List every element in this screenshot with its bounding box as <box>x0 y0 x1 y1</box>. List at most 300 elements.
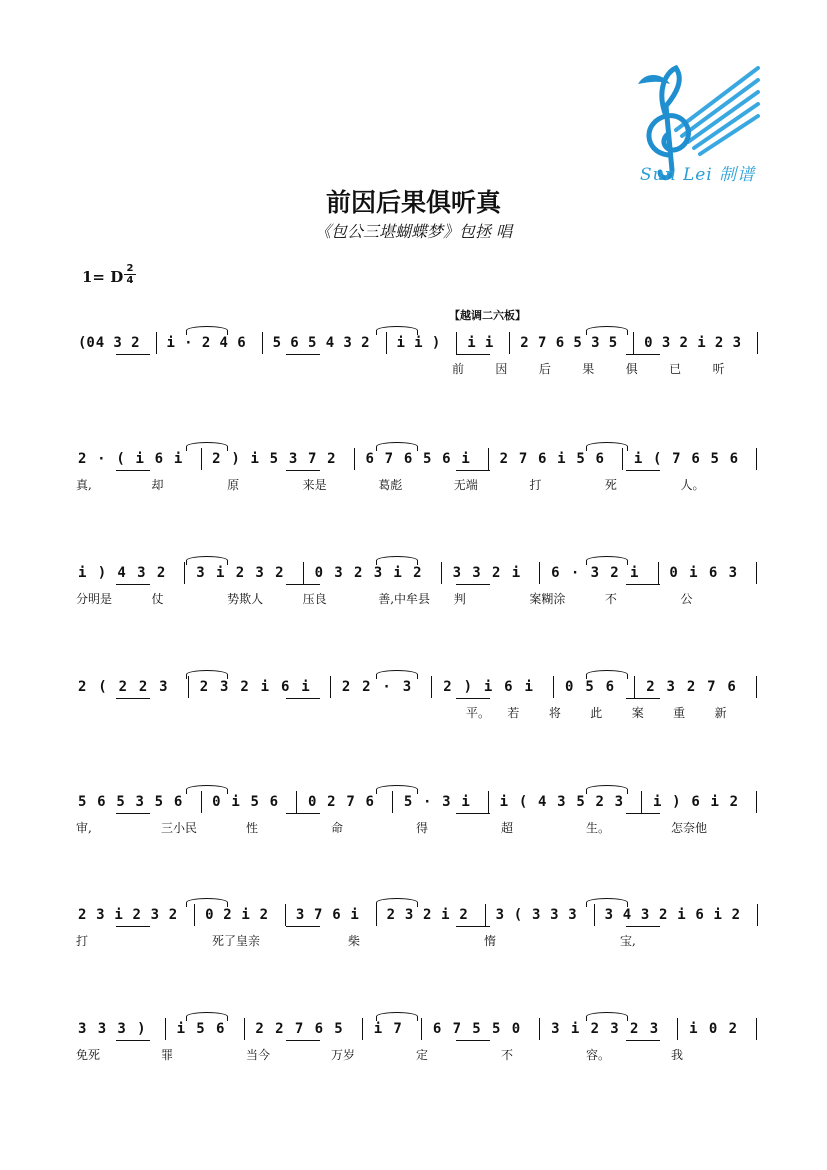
lyric-text: 压良 <box>302 592 327 606</box>
note-symbol: 6 <box>314 1021 323 1037</box>
lyric-text: 我 <box>671 1048 684 1062</box>
note-symbol: i <box>301 679 310 695</box>
bar-line <box>509 332 510 354</box>
note-symbol: i <box>689 565 698 581</box>
beam-underline <box>116 813 150 814</box>
slur-mark <box>376 442 418 451</box>
note-symbol: 2 <box>443 679 452 695</box>
note-symbol: 7 <box>538 335 547 351</box>
bar-line <box>386 332 387 354</box>
note-symbol: 3 <box>442 794 451 810</box>
beam-underline <box>456 926 490 927</box>
beam-underline <box>116 1040 150 1041</box>
note-symbol: i <box>710 794 719 810</box>
beam-underline <box>286 1040 320 1041</box>
note-symbol: 2 <box>275 565 284 581</box>
note-symbol: 3 <box>117 1021 126 1037</box>
note-symbol: i <box>135 451 144 467</box>
note-symbol: · <box>570 565 580 581</box>
note-symbol: 3 <box>402 679 412 695</box>
note-symbol: 6 <box>154 451 164 467</box>
note-symbol: 3 <box>614 794 624 810</box>
bar-line <box>553 676 554 698</box>
lyric-text: 葛彪 <box>378 478 403 492</box>
note-symbol: 6 <box>332 907 341 923</box>
time-bottom: 4 <box>126 275 134 286</box>
bar-line <box>184 562 185 584</box>
note-symbol: 5 <box>196 1021 205 1037</box>
bar-line <box>488 791 489 813</box>
note-symbol: i <box>78 565 87 581</box>
note-symbol: 5 <box>585 679 594 695</box>
note-symbol: i <box>260 679 270 695</box>
lyric-text: 免死 <box>76 1048 101 1062</box>
lyric-text: 已 <box>669 362 682 376</box>
bar-line <box>201 791 202 813</box>
note-symbol: ) <box>672 794 681 810</box>
beam-underline <box>626 813 660 814</box>
note-symbol: 5 <box>573 335 582 351</box>
lyric-text: 若 <box>507 706 520 720</box>
note-symbol: i <box>697 335 706 351</box>
note-symbol: 5 <box>423 451 432 467</box>
note-symbol: 2 <box>341 679 351 695</box>
lyric-text: 定 <box>416 1048 429 1062</box>
notes-line <box>76 670 766 704</box>
note-symbol: 2 <box>223 907 232 923</box>
note-symbol: 3 <box>159 679 168 695</box>
beam-underline <box>116 584 150 585</box>
note-symbol: · <box>97 451 106 467</box>
lyrics-line <box>76 360 766 380</box>
note-symbol: 3 <box>661 335 671 351</box>
note-symbol: 5 <box>710 451 719 467</box>
note-symbol: i <box>713 907 722 923</box>
bar-line <box>633 332 634 354</box>
slur-mark <box>376 1012 418 1021</box>
note-symbol: 2 <box>199 679 209 695</box>
note-symbol: 3 <box>255 565 264 581</box>
slur-mark <box>376 898 418 907</box>
note-symbol: 2 <box>201 335 211 351</box>
song-title: 前因后果俱听真 <box>325 188 501 217</box>
lyric-text: 容。 <box>586 1048 611 1062</box>
beam-underline <box>286 698 320 699</box>
note-symbol: 2 <box>327 794 336 810</box>
lyrics-line <box>76 1046 766 1066</box>
note-symbol: i <box>393 565 402 581</box>
note-symbol: 2 <box>255 1021 264 1037</box>
note-symbol: 3 <box>288 451 298 467</box>
note-symbol: 2 <box>240 679 249 695</box>
lyric-text: 新 <box>714 706 727 720</box>
lyric-text: 俱 <box>625 362 638 376</box>
lyric-text: 死了皇亲 <box>212 934 261 948</box>
bar-line <box>756 562 757 584</box>
note-symbol: 2 <box>729 794 739 810</box>
note-symbol: 4 <box>538 794 547 810</box>
note-symbol: 3 <box>591 335 600 351</box>
note-symbol: 4 <box>219 335 228 351</box>
note-symbol: 2 <box>168 907 178 923</box>
note-symbol: 4 <box>117 565 126 581</box>
bar-line <box>634 676 635 698</box>
note-symbol: 2 <box>459 907 468 923</box>
bar-line <box>188 676 189 698</box>
score-row <box>76 326 766 398</box>
lyric-text: 分明是 <box>76 592 113 606</box>
note-symbol: i <box>176 1021 185 1037</box>
note-symbol: 6 <box>555 335 565 351</box>
note-symbol: 6 <box>605 679 615 695</box>
note-symbol: 2 <box>646 679 655 695</box>
note-symbol: 5 <box>472 1021 481 1037</box>
note-symbol: i <box>166 335 175 351</box>
bar-line <box>756 448 757 470</box>
note-symbol: i <box>570 1021 580 1037</box>
note-symbol: 7 <box>707 679 716 695</box>
note-symbol: 6 <box>97 794 106 810</box>
note-symbol: 2 <box>131 335 140 351</box>
notes-line <box>76 556 766 590</box>
note-symbol: 7 <box>518 451 528 467</box>
bar-line <box>194 904 195 926</box>
lyrics-line <box>76 476 766 496</box>
note-symbol: 2 <box>156 565 166 581</box>
lyric-text: 原 <box>227 478 240 492</box>
bar-line <box>285 904 286 926</box>
slur-mark <box>586 898 628 907</box>
note-symbol: 2 <box>362 679 371 695</box>
note-symbol: 3 <box>531 907 541 923</box>
score-row <box>76 556 766 628</box>
beam-underline <box>286 813 320 814</box>
note-symbol: 2 <box>118 679 128 695</box>
bar-line <box>156 332 157 354</box>
beam-underline <box>456 354 490 355</box>
note-symbol: i <box>173 451 183 467</box>
note-symbol: i <box>250 451 259 467</box>
notes-line <box>76 898 766 932</box>
note-symbol: 2 <box>630 1021 639 1037</box>
note-symbol: 5 <box>308 335 317 351</box>
lyric-text: 不 <box>604 592 617 606</box>
note-symbol: i <box>467 335 476 351</box>
lyric-text: 果 <box>582 362 595 376</box>
note-symbol: 3 <box>404 907 414 923</box>
note-symbol: 2 <box>354 565 363 581</box>
lyric-text: 势欺人 <box>227 592 264 606</box>
note-symbol: 2 <box>78 451 87 467</box>
note-symbol: 5 <box>272 335 282 351</box>
note-symbol: 6 <box>595 451 604 467</box>
note-symbol: ( <box>98 679 107 695</box>
bar-line <box>431 676 432 698</box>
note-symbol: 3 <box>97 1021 107 1037</box>
slur-mark <box>376 556 418 565</box>
bar-line <box>539 562 540 584</box>
note-symbol: 7 <box>384 451 394 467</box>
bar-line <box>677 1018 678 1040</box>
score-row <box>76 785 766 857</box>
lyric-text: 命 <box>331 821 344 835</box>
bar-line <box>757 332 758 354</box>
lyric-text: 三小民 <box>161 821 198 835</box>
lyric-text: 听 <box>712 362 725 376</box>
slur-mark <box>586 556 628 565</box>
bar-line <box>165 1018 166 1040</box>
note-symbol: 3 <box>610 1021 619 1037</box>
note-symbol: 6 <box>280 679 290 695</box>
lyric-text: 性 <box>246 821 259 835</box>
note-symbol: 2 <box>138 679 148 695</box>
note-symbol: 3 <box>78 1021 87 1037</box>
lyric-text: 平。 <box>466 706 491 720</box>
score-row <box>76 670 766 742</box>
lyric-text: 将 <box>548 706 561 720</box>
note-symbol: 3 <box>137 565 146 581</box>
note-symbol: 3 <box>604 907 614 923</box>
note-symbol: 6 <box>504 679 513 695</box>
note-symbol: 7 <box>314 907 323 923</box>
lyric-text: 案 <box>631 706 644 720</box>
beam-underline <box>286 470 320 471</box>
note-symbol: i <box>231 794 240 810</box>
note-symbol: 5 <box>492 1021 501 1037</box>
bar-line <box>354 448 355 470</box>
lyric-text: 此 <box>590 706 603 720</box>
beam-underline <box>456 1040 490 1041</box>
note-symbol: 2 <box>423 907 432 923</box>
lyric-text: 真, <box>76 478 92 492</box>
bar-line <box>362 1018 363 1040</box>
lyric-text: 前 <box>452 362 465 376</box>
note-symbol: 6 <box>691 794 700 810</box>
note-symbol: 0 <box>205 907 214 923</box>
beam-underline <box>456 813 490 814</box>
note-symbol: 2 <box>132 907 141 923</box>
note-symbol: 7 <box>672 451 681 467</box>
lyric-text: 当今 <box>246 1048 271 1062</box>
bar-line <box>658 562 659 584</box>
time-signature <box>124 264 136 285</box>
note-symbol: 2 <box>590 1021 599 1037</box>
bar-line <box>622 448 623 470</box>
beam-underline <box>116 354 150 355</box>
bar-line <box>641 791 642 813</box>
note-symbol: 5 <box>78 794 87 810</box>
note-symbol: 3 <box>135 794 144 810</box>
note-symbol: 6 <box>442 451 451 467</box>
score-row <box>76 898 766 970</box>
note-symbol: i <box>689 1021 698 1037</box>
note-symbol: ( <box>653 451 662 467</box>
note-symbol: 3 <box>495 907 505 923</box>
beam-underline <box>626 698 660 699</box>
bar-line <box>756 676 757 698</box>
note-symbol: 6 <box>237 335 246 351</box>
bar-line <box>756 791 757 813</box>
note-symbol: 2 <box>610 565 619 581</box>
slur-mark <box>186 670 228 679</box>
slur-mark <box>586 785 628 794</box>
note-symbol: 6 <box>269 794 279 810</box>
note-symbol: i <box>557 451 566 467</box>
note-symbol: 2 <box>679 335 688 351</box>
note-symbol: i <box>511 565 521 581</box>
note-symbol: 3 <box>472 565 481 581</box>
note-symbol: 2 <box>714 335 724 351</box>
bar-line <box>756 1018 757 1040</box>
slur-mark <box>586 1012 628 1021</box>
note-symbol: 5 <box>608 335 618 351</box>
note-symbol: 2 <box>686 679 696 695</box>
note-symbol: 7 <box>294 1021 304 1037</box>
lyric-text: 因 <box>495 362 508 376</box>
note-symbol: 3 <box>196 565 205 581</box>
note-symbol: 3 <box>150 907 160 923</box>
lyric-text: 仗 <box>151 592 164 606</box>
note-symbol: 3 <box>295 907 305 923</box>
slur-mark <box>376 785 418 794</box>
notes-line <box>76 785 766 819</box>
notes-line <box>76 1012 766 1046</box>
note-symbol: 5 <box>154 794 164 810</box>
slur-mark <box>186 785 228 794</box>
slur-mark <box>186 556 228 565</box>
lyric-text: 宝, <box>620 934 636 948</box>
lyric-text: 无端 <box>453 478 478 492</box>
bar-line <box>594 904 595 926</box>
slur-mark <box>186 326 228 335</box>
bar-line <box>376 904 377 926</box>
note-symbol: 6 <box>173 794 183 810</box>
song-subtitle: 《包公三堪蝴蝶梦》包拯 唱 <box>314 222 513 241</box>
note-symbol: 2 <box>659 907 668 923</box>
beam-underline <box>626 926 660 927</box>
note-symbol: 2 <box>78 907 87 923</box>
beam-underline <box>116 926 150 927</box>
beam-underline <box>286 926 320 927</box>
bar-line <box>421 1018 422 1040</box>
note-symbol: 2 <box>235 565 245 581</box>
note-symbol: i <box>633 451 643 467</box>
note-symbol: 4 <box>622 907 632 923</box>
bar-line <box>296 791 297 813</box>
note-symbol: 5 <box>576 794 585 810</box>
note-symbol: · <box>382 679 391 695</box>
bar-line <box>485 904 486 926</box>
note-symbol: 2 <box>78 679 87 695</box>
note-symbol: ) <box>97 565 107 581</box>
note-symbol: 2 <box>386 907 396 923</box>
lyric-text: 生。 <box>586 821 611 835</box>
note-symbol: 5 <box>250 794 259 810</box>
note-symbol: i <box>524 679 533 695</box>
bar-line <box>330 676 331 698</box>
lyric-text: 善,中牟县 <box>378 592 431 606</box>
note-symbol: ( <box>518 794 528 810</box>
note-symbol: 0 <box>708 1021 718 1037</box>
note-symbol: 6 <box>403 451 413 467</box>
lyric-text: 怎奈他 <box>671 821 708 835</box>
notes-line <box>76 326 766 360</box>
note-symbol: i <box>483 679 493 695</box>
note-symbol: i <box>414 335 423 351</box>
bar-line <box>456 332 457 354</box>
beam-underline <box>286 584 320 585</box>
note-symbol: ) <box>231 451 240 467</box>
notes-line <box>76 442 766 476</box>
note-symbol: i <box>350 907 359 923</box>
lyric-text: 人。 <box>680 478 705 492</box>
score-row <box>76 442 766 514</box>
note-symbol: 6 <box>695 907 704 923</box>
time-top: 2 <box>126 263 134 274</box>
note-symbol: 0 <box>644 335 653 351</box>
bar-line <box>441 562 442 584</box>
note-symbol: ) <box>137 1021 146 1037</box>
note-symbol: 2 <box>499 451 509 467</box>
slur-mark <box>186 1012 228 1021</box>
note-symbol: 6 <box>727 679 736 695</box>
note-symbol: 6 <box>691 451 700 467</box>
note-symbol: 2 <box>413 565 422 581</box>
beam-underline <box>626 584 660 585</box>
note-symbol: 3 <box>590 565 599 581</box>
lyric-text: 罪 <box>161 1048 174 1062</box>
beam-underline <box>626 354 660 355</box>
note-symbol: 3 <box>666 679 675 695</box>
beam-underline <box>626 470 660 471</box>
lyric-text: 却 <box>151 478 164 492</box>
note-symbol: (0 <box>78 335 95 351</box>
lyric-text: 后 <box>538 362 551 376</box>
section-label: 【越调二六板】 <box>449 309 526 322</box>
note-symbol: 6 <box>729 451 739 467</box>
lyrics-line <box>76 704 766 724</box>
note-symbol: · <box>423 794 432 810</box>
note-symbol: 7 <box>393 1021 402 1037</box>
note-symbol: i <box>461 794 470 810</box>
bar-line <box>303 562 304 584</box>
note-symbol: 4 <box>95 335 105 351</box>
note-symbol: 2 <box>520 335 529 351</box>
note-symbol: 3 <box>732 335 742 351</box>
note-symbol: 3 <box>373 565 383 581</box>
note-symbol: 0 <box>511 1021 521 1037</box>
note-symbol: i <box>499 794 509 810</box>
bar-line <box>262 332 263 354</box>
note-symbol: 0 <box>314 565 323 581</box>
lyric-text: 柴 <box>348 934 361 948</box>
note-symbol: i <box>653 794 662 810</box>
beam-underline <box>456 470 490 471</box>
key-signature: 1= D <box>82 268 124 286</box>
bar-line <box>201 448 202 470</box>
note-symbol: 0 <box>565 679 574 695</box>
note-symbol: 3 <box>557 794 566 810</box>
note-symbol: 3 <box>452 565 461 581</box>
slur-mark <box>586 670 628 679</box>
note-symbol: ) <box>463 679 473 695</box>
score-row <box>76 1012 766 1084</box>
note-symbol: 0 <box>669 565 678 581</box>
beam-underline <box>456 584 490 585</box>
slur-mark <box>586 442 628 451</box>
lyrics-line <box>76 590 766 610</box>
note-symbol: i <box>373 1021 383 1037</box>
